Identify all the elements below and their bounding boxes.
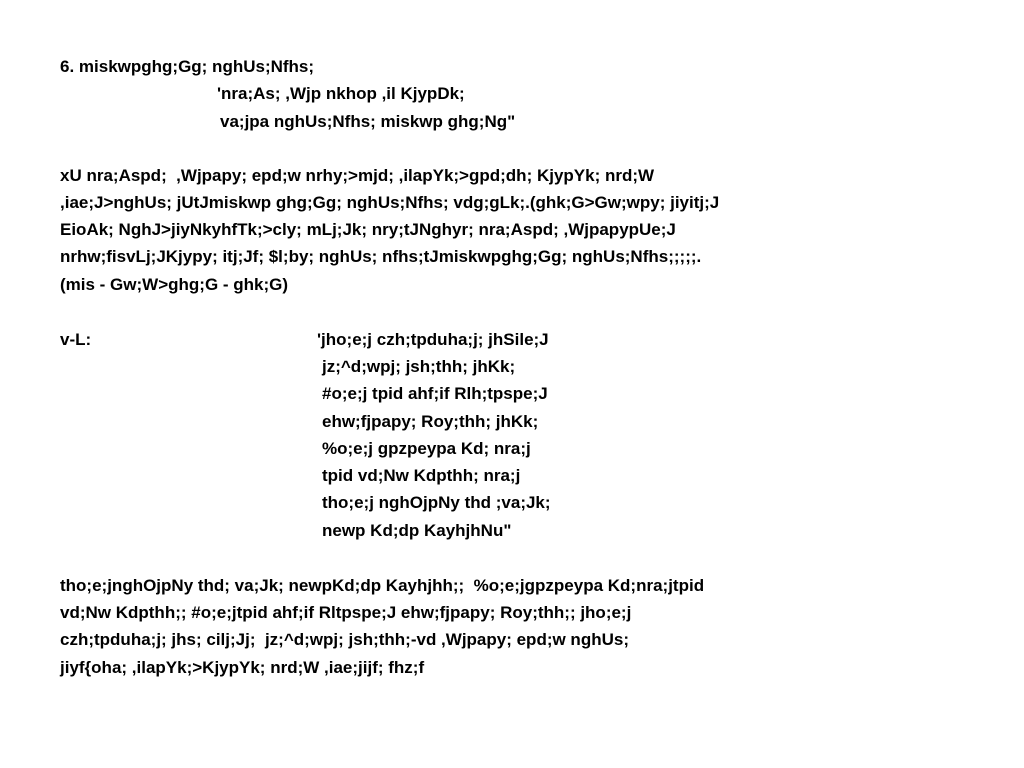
verse-line: #o;e;j tpid ahf;if Rlh;tpspe;J (322, 384, 548, 403)
paragraph-line: (mis - Gw;W>ghg;G - ghk;G) (60, 275, 289, 294)
paragraph-line: tho;e;jnghOjpNy thd; va;Jk; newpKd;dp Kayhjhh;; %o;e;jgpzpeypa Kd;nra;jtpid (60, 576, 705, 595)
verse-line: tpid vd;Nw Kdpthh; nra;j (322, 466, 521, 485)
verse-line: newp Kd;dp KayhjhNu" (322, 521, 512, 540)
paragraph-line: xU nra;Aspd; ,Wjpapy; epd;w nrhy;>mjd; ,ilapYk;>gpd;dh; KjypYk; nrd;W (60, 166, 655, 185)
section-heading: 6. miskwpghg;Gg; nghUs;Nfhs; (60, 57, 315, 76)
verse-line: 'jho;e;j czh;tpduha;j; jhSile;J (317, 330, 549, 349)
example-label: v-L: (60, 330, 92, 349)
heading-subline: va;jpa nghUs;Nfhs; miskwp ghg;Ng" (220, 112, 516, 131)
paragraph-line: jiyf{oha; ,ilapYk;>KjypYk; nrd;W ,iae;jijf; fhz;f (60, 658, 425, 677)
paragraph-line: vd;Nw Kdpthh;; #o;e;jtpid ahf;if Rltpspe;J ehw;fjpapy; Roy;thh;; jho;e;j (60, 603, 632, 622)
verse-line: %o;e;j gpzpeypa Kd; nra;j (322, 439, 531, 458)
paragraph-line: nrhw;fisvLj;JKjypy; itj;Jf; $l;by; nghUs; nfhs;tJmiskwpghg;Gg; nghUs;Nfhs;;;;;. (60, 247, 702, 266)
paragraph-line: EioAk; NghJ>jiyNkyhfTk;>cly; mLj;Jk; nry;tJNghyr; nra;Aspd; ,WjpapypUe;J (60, 220, 676, 239)
verse-line: jz;^d;wpj; jsh;thh; jhKk; (322, 357, 516, 376)
paragraph-line: ,iae;J>nghUs; jUtJmiskwp ghg;Gg; nghUs;Nfhs; vdg;gLk;.(ghk;G>Gw;wpy; jiyitj;J (60, 193, 720, 212)
heading-subline: 'nra;As; ,Wjp nkhop ,il KjypDk; (217, 84, 465, 103)
verse-line: ehw;fjpapy; Roy;thh; jhKk; (322, 412, 539, 431)
verse-line: tho;e;j nghOjpNy thd ;va;Jk; (322, 493, 551, 512)
paragraph-line: czh;tpduha;j; jhs; cilj;Jj; jz;^d;wpj; jsh;thh;-vd ,Wjpapy; epd;w nghUs; (60, 630, 629, 649)
